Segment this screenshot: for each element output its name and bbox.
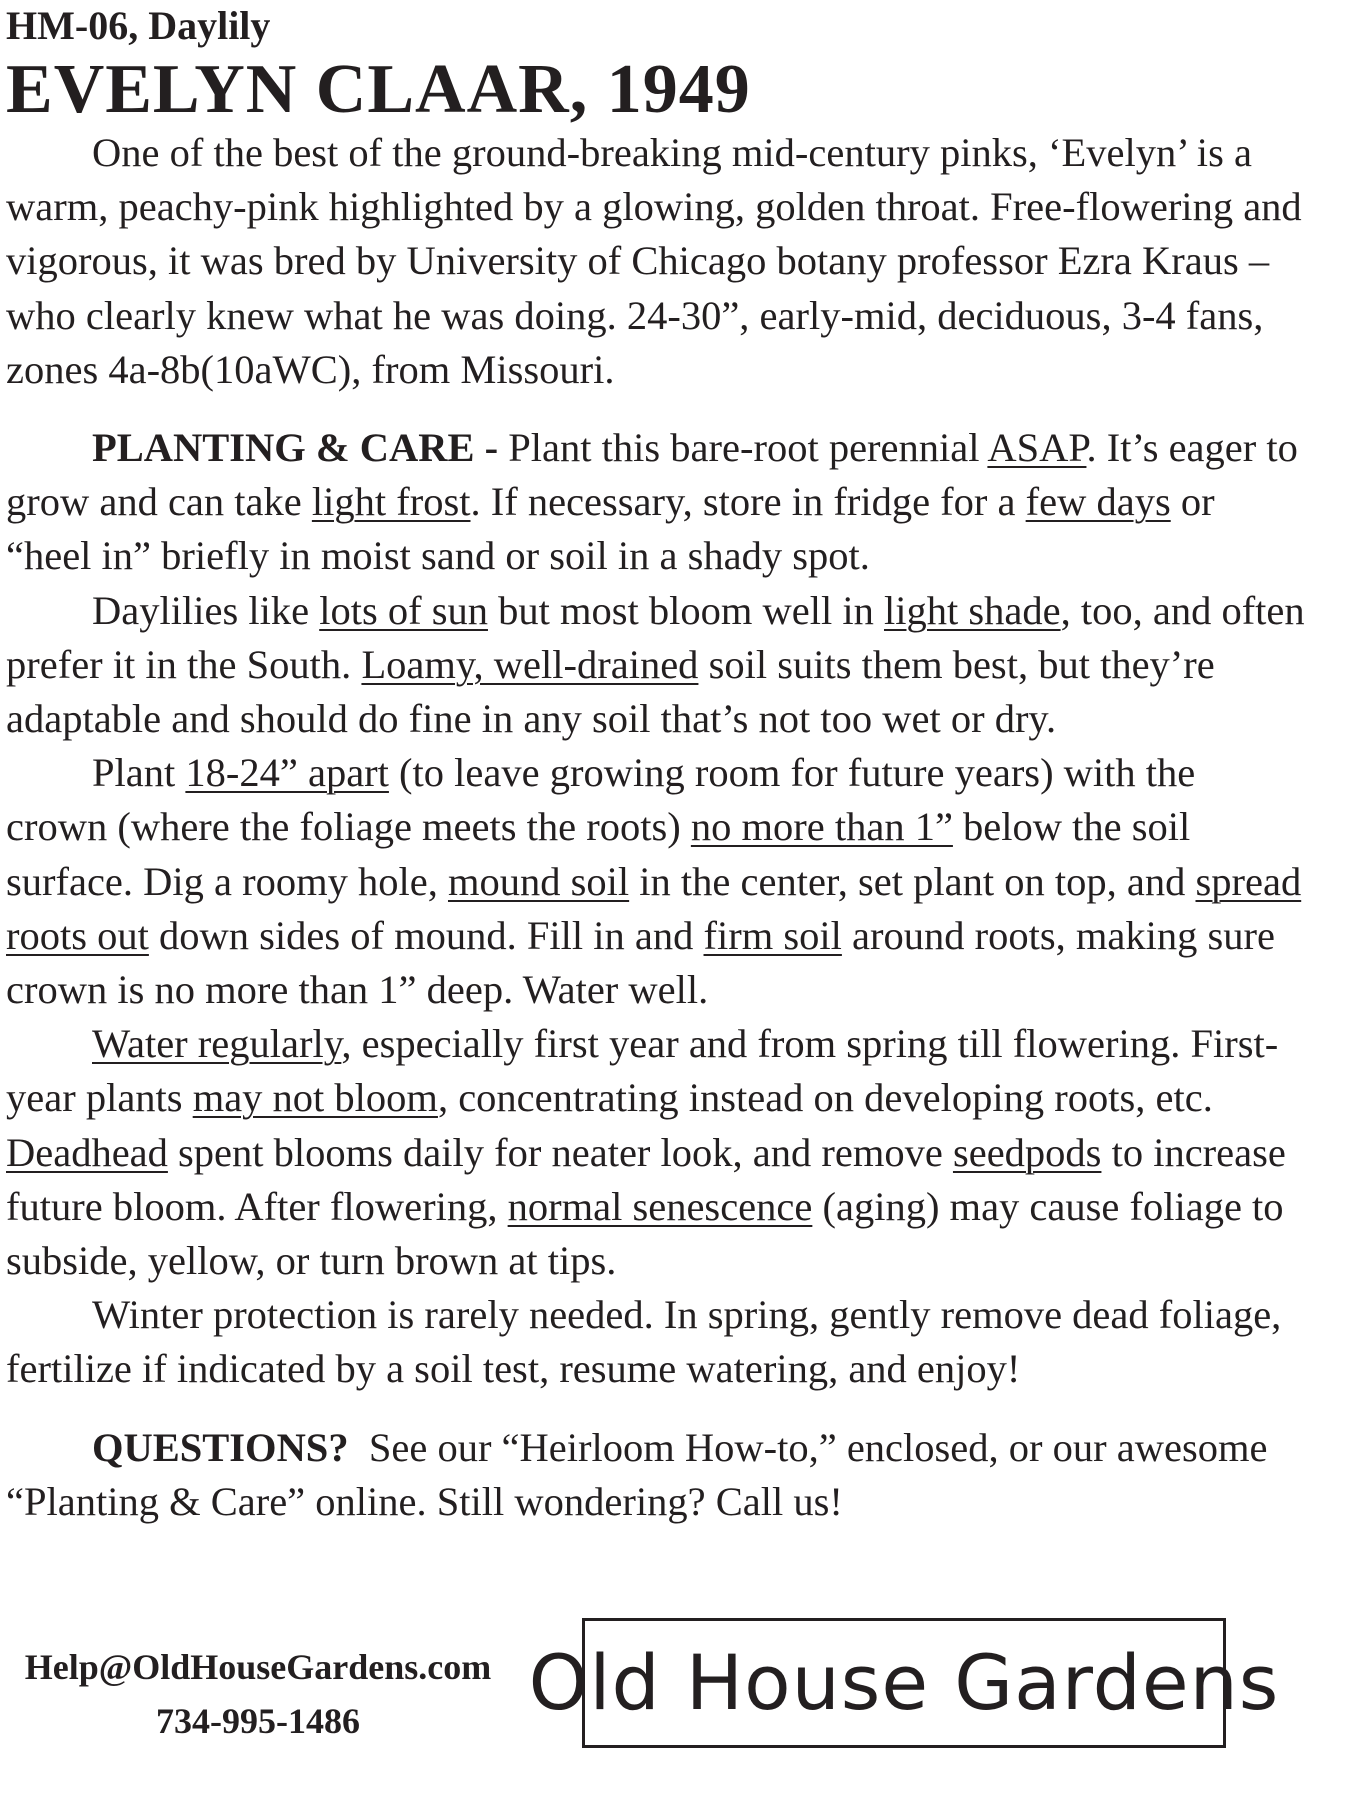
text-run: below the soil surface. Dig a roomy hole,	[6, 804, 1191, 904]
text-run: , concentrating instead on developing roots, etc.	[437, 1075, 1213, 1121]
underlined-spread-roots: spread roots out	[6, 858, 1302, 958]
underlined-depth: no more than 1”	[690, 804, 953, 850]
planting-paragraph-2	[6, 584, 1306, 747]
underlined-deadhead: Deadhead	[6, 1129, 168, 1175]
underlined-normal-senescence: normal senescence	[507, 1183, 813, 1229]
planting-paragraph-4	[6, 1017, 1306, 1288]
questions-paragraph	[6, 1421, 1306, 1529]
text-run: , too, and often prefer it in the South.	[6, 587, 1305, 687]
text-run: . If necessary, store in fridge for a	[470, 479, 1026, 525]
underlined-loamy: Loamy, well-drained	[361, 641, 699, 687]
text-run: but most bloom well in	[487, 587, 884, 633]
contact-phone[interactable]: 734-995-1486	[156, 1701, 360, 1741]
product-code: HM-06, Daylily	[6, 3, 271, 48]
text-run: Daylilies like	[92, 587, 320, 633]
text-run: to increase future bloom. After flowering,	[6, 1129, 1286, 1229]
underlined-mound-soil: mound soil	[447, 858, 630, 904]
text-run: spent blooms daily for neater look, and remove	[167, 1129, 953, 1175]
text-run: down sides of mound. Fill in and	[148, 912, 704, 958]
contact-email[interactable]: Help@OldHouseGardens.com	[24, 1647, 492, 1687]
text-run: Plant this bare-root perennial	[498, 425, 988, 471]
underlined-firm-soil: firm soil	[703, 912, 842, 958]
questions-heading: QUESTIONS?	[92, 1424, 349, 1470]
underlined-light-shade: light shade	[883, 587, 1061, 633]
underlined-water-regularly: Water regularly	[92, 1021, 342, 1067]
underlined-light-frost: light frost	[311, 479, 471, 525]
description-paragraph: One of the best of the ground-breaking mid-century pinks, ‘Evelyn’ is a warm, peachy-pink highlighted by a glowing, golden throat. Free-flowering and vigorous, it was bred by University of Chicago botany professor Ezra Kraus – who clearly knew what he was doing. 24-30”, early-mid, deciduous, 3-4 fans, zones 4a-8b(10aWC), from Missouri.	[6, 130, 1302, 392]
text-run: (aging) may cause foliage to subside, yellow, or turn brown at tips.	[6, 1183, 1284, 1284]
text-run: around roots, making sure crown is no more than 1” deep. Water well.	[6, 912, 1275, 1013]
brand-logo	[528, 1618, 1280, 1748]
planting-heading: PLANTING & CARE -	[92, 425, 499, 471]
text-run: in the center, set plant on top, and	[629, 858, 1196, 904]
underlined-few-days: few days	[1025, 479, 1171, 525]
underlined-lots-of-sun: lots of sun	[319, 587, 488, 633]
text-run: (to leave growing room for future years) with the crown (where the foliage meets the roots)	[6, 750, 1196, 850]
brand-logo-text: Old House Gardens	[528, 1638, 1280, 1727]
underlined-spacing: 18-24” apart	[185, 750, 389, 796]
product-title: EVELYN CLAAR, 1949	[6, 51, 751, 128]
underlined-may-not-bloom: may not bloom	[192, 1075, 438, 1121]
text-run: , especially first year and from spring till flowering. First-year plants	[6, 1021, 1279, 1121]
questions-text: See our “Heirloom How-to,” enclosed, or our awesome “Planting & Care” online. Still wondering? Call us!	[6, 1424, 1278, 1524]
underlined-seedpods: seedpods	[952, 1129, 1102, 1175]
planting-paragraph-5: Winter protection is rarely needed. In spring, gently remove dead foliage, fertilize if indicated by a soil test, resume watering, and enjoy!	[6, 1292, 1282, 1392]
text-run: Plant	[92, 750, 186, 796]
contact-block	[8, 1640, 508, 1748]
text-run: . It’s eager to grow and can take	[6, 425, 1298, 525]
text-run: or “heel in” briefly in moist sand or soil in a shady spot.	[6, 479, 1215, 579]
planting-paragraph-1	[6, 421, 1306, 584]
underlined-asap: ASAP	[987, 425, 1087, 471]
planting-paragraph-3	[6, 746, 1306, 1017]
care-sheet	[6, 0, 1306, 1529]
text-run: soil suits them best, but they’re adaptable and should do fine in any soil that’s not too wet or dry.	[6, 641, 1215, 742]
